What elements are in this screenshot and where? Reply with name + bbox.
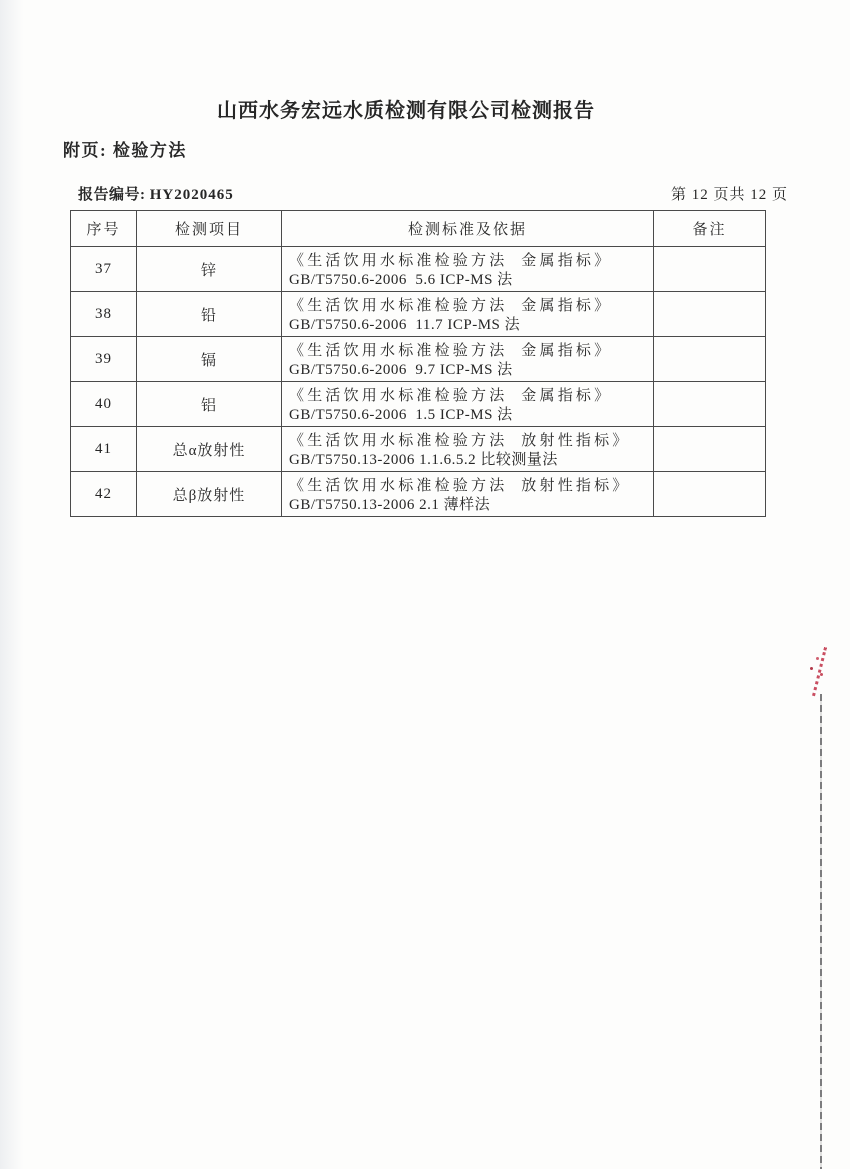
standard-title-line: 《生活饮用水标准检验方法 放射性指标》 <box>289 477 631 494</box>
row-test-item: 总β放射性 <box>137 472 282 517</box>
report-number <box>78 183 234 204</box>
test-methods-table <box>70 210 766 517</box>
row-remark <box>654 472 766 517</box>
appendix-label: 附页: 检验方法 <box>63 141 187 160</box>
standard-method-line: GB/T5750.13-2006 1.1.6.5.2 比较测量法 <box>289 451 558 468</box>
row-serial-number: 40 <box>71 382 137 427</box>
table-header <box>71 211 766 247</box>
row-test-item: 镉 <box>137 337 282 382</box>
scan-edge-line <box>820 694 822 1169</box>
report-number-label: 报告编号: <box>78 187 150 203</box>
header-test-item: 检测项目 <box>137 211 282 247</box>
table-row <box>71 382 766 427</box>
table-row <box>71 337 766 382</box>
red-ink-artifact <box>810 645 826 701</box>
row-remark <box>654 427 766 472</box>
row-test-standard <box>282 247 654 292</box>
header-remark: 备注 <box>654 211 766 247</box>
row-serial-number: 41 <box>71 427 137 472</box>
row-serial-number: 37 <box>71 247 137 292</box>
report-number-value: HY2020465 <box>149 187 234 203</box>
page-edge-shading <box>0 0 26 1169</box>
header-test-standard: 检测标准及依据 <box>282 211 654 247</box>
table-row <box>71 292 766 337</box>
row-test-standard <box>282 292 654 337</box>
red-ink-speck <box>810 667 813 670</box>
table-body <box>71 247 766 517</box>
row-serial-number: 38 <box>71 292 137 337</box>
row-test-standard <box>282 337 654 382</box>
row-test-item: 铝 <box>137 382 282 427</box>
row-remark <box>654 382 766 427</box>
standard-method-line: GB/T5750.6-2006 9.7 ICP-MS 法 <box>289 361 513 378</box>
standard-title-line: 《生活饮用水标准检验方法 金属指标》 <box>289 387 613 404</box>
header-serial-number: 序号 <box>71 211 137 247</box>
row-test-standard <box>282 382 654 427</box>
row-serial-number: 42 <box>71 472 137 517</box>
standard-method-line: GB/T5750.6-2006 1.5 ICP-MS 法 <box>289 406 513 423</box>
row-test-standard <box>282 427 654 472</box>
standard-method-line: GB/T5750.13-2006 2.1 薄样法 <box>289 496 491 513</box>
row-remark <box>654 247 766 292</box>
row-test-standard <box>282 472 654 517</box>
document-title: 山西水务宏远水质检测有限公司检测报告 <box>217 100 595 122</box>
standard-title-line: 《生活饮用水标准检验方法 放射性指标》 <box>289 432 631 449</box>
table-row <box>71 427 766 472</box>
table-row <box>71 472 766 517</box>
meta-row <box>78 183 788 204</box>
row-test-item: 锌 <box>137 247 282 292</box>
red-ink-stroke <box>812 647 830 697</box>
page-indicator: 第 12 页共 12 页 <box>670 187 788 203</box>
standard-title-line: 《生活饮用水标准检验方法 金属指标》 <box>289 342 613 359</box>
row-remark <box>654 292 766 337</box>
row-test-item: 总α放射性 <box>137 427 282 472</box>
row-test-item: 铅 <box>137 292 282 337</box>
row-remark <box>654 337 766 382</box>
standard-title-line: 《生活饮用水标准检验方法 金属指标》 <box>289 252 613 269</box>
standard-method-line: GB/T5750.6-2006 5.6 ICP-MS 法 <box>289 271 513 288</box>
table-header-row <box>71 211 766 247</box>
table-row <box>71 247 766 292</box>
standard-title-line: 《生活饮用水标准检验方法 金属指标》 <box>289 297 613 314</box>
standard-method-line: GB/T5750.6-2006 11.7 ICP-MS 法 <box>289 316 521 333</box>
row-serial-number: 39 <box>71 337 137 382</box>
